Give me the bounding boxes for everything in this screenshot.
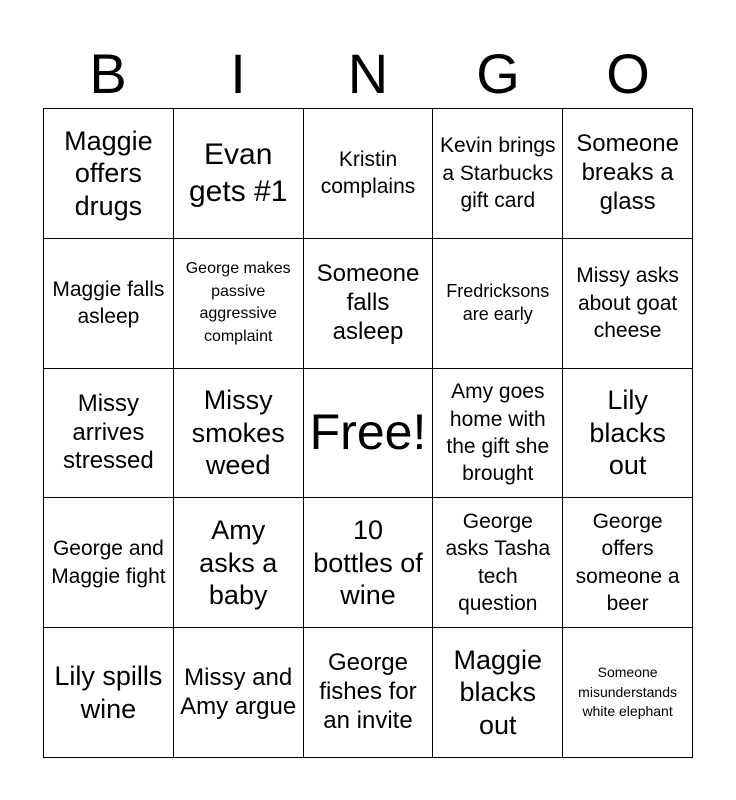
header-letter-n: N [347, 42, 389, 105]
bingo-cell[interactable]: Fredricksons are early [433, 239, 563, 369]
header-letter-i: I [230, 42, 246, 105]
bingo-cell[interactable]: Missy smokes weed [174, 369, 304, 499]
bingo-cell[interactable]: Missy asks about goat cheese [563, 239, 693, 369]
bingo-cell[interactable]: Missy arrives stressed [44, 369, 174, 499]
bingo-cell[interactable]: Someone breaks a glass [563, 109, 693, 239]
bingo-cell[interactable]: 10 bottles of wine [304, 498, 434, 628]
bingo-cell[interactable]: Evan gets #1 [174, 109, 304, 239]
bingo-cell[interactable]: George makes passive aggressive complaint [174, 239, 304, 369]
bingo-cell[interactable]: Amy goes home with the gift she brought [433, 369, 563, 499]
free-space[interactable]: Free! [304, 369, 434, 499]
bingo-grid [43, 108, 693, 758]
bingo-cell[interactable]: George offers someone a beer [563, 498, 693, 628]
bingo-cell[interactable]: Someone misunderstands white elephant [563, 628, 693, 758]
bingo-cell[interactable]: Lily blacks out [563, 369, 693, 499]
bingo-cell[interactable]: Maggie falls asleep [44, 239, 174, 369]
bingo-cell[interactable]: Maggie blacks out [433, 628, 563, 758]
bingo-cell[interactable]: Kristin complains [304, 109, 434, 239]
bingo-cell[interactable]: Maggie offers drugs [44, 109, 174, 239]
bingo-cell[interactable]: Lily spills wine [44, 628, 174, 758]
bingo-cell[interactable]: George and Maggie fight [44, 498, 174, 628]
bingo-header [43, 40, 693, 108]
bingo-cell[interactable]: George fishes for an invite [304, 628, 434, 758]
bingo-cell[interactable]: Missy and Amy argue [174, 628, 304, 758]
header-letter-b: B [89, 42, 127, 105]
bingo-cell[interactable]: Kevin brings a Starbucks gift card [433, 109, 563, 239]
bingo-cell[interactable]: Amy asks a baby [174, 498, 304, 628]
bingo-cell[interactable]: Someone falls asleep [304, 239, 434, 369]
header-letter-g: G [476, 42, 520, 105]
header-letter-o: O [606, 42, 650, 105]
bingo-cell[interactable]: George asks Tasha tech question [433, 498, 563, 628]
